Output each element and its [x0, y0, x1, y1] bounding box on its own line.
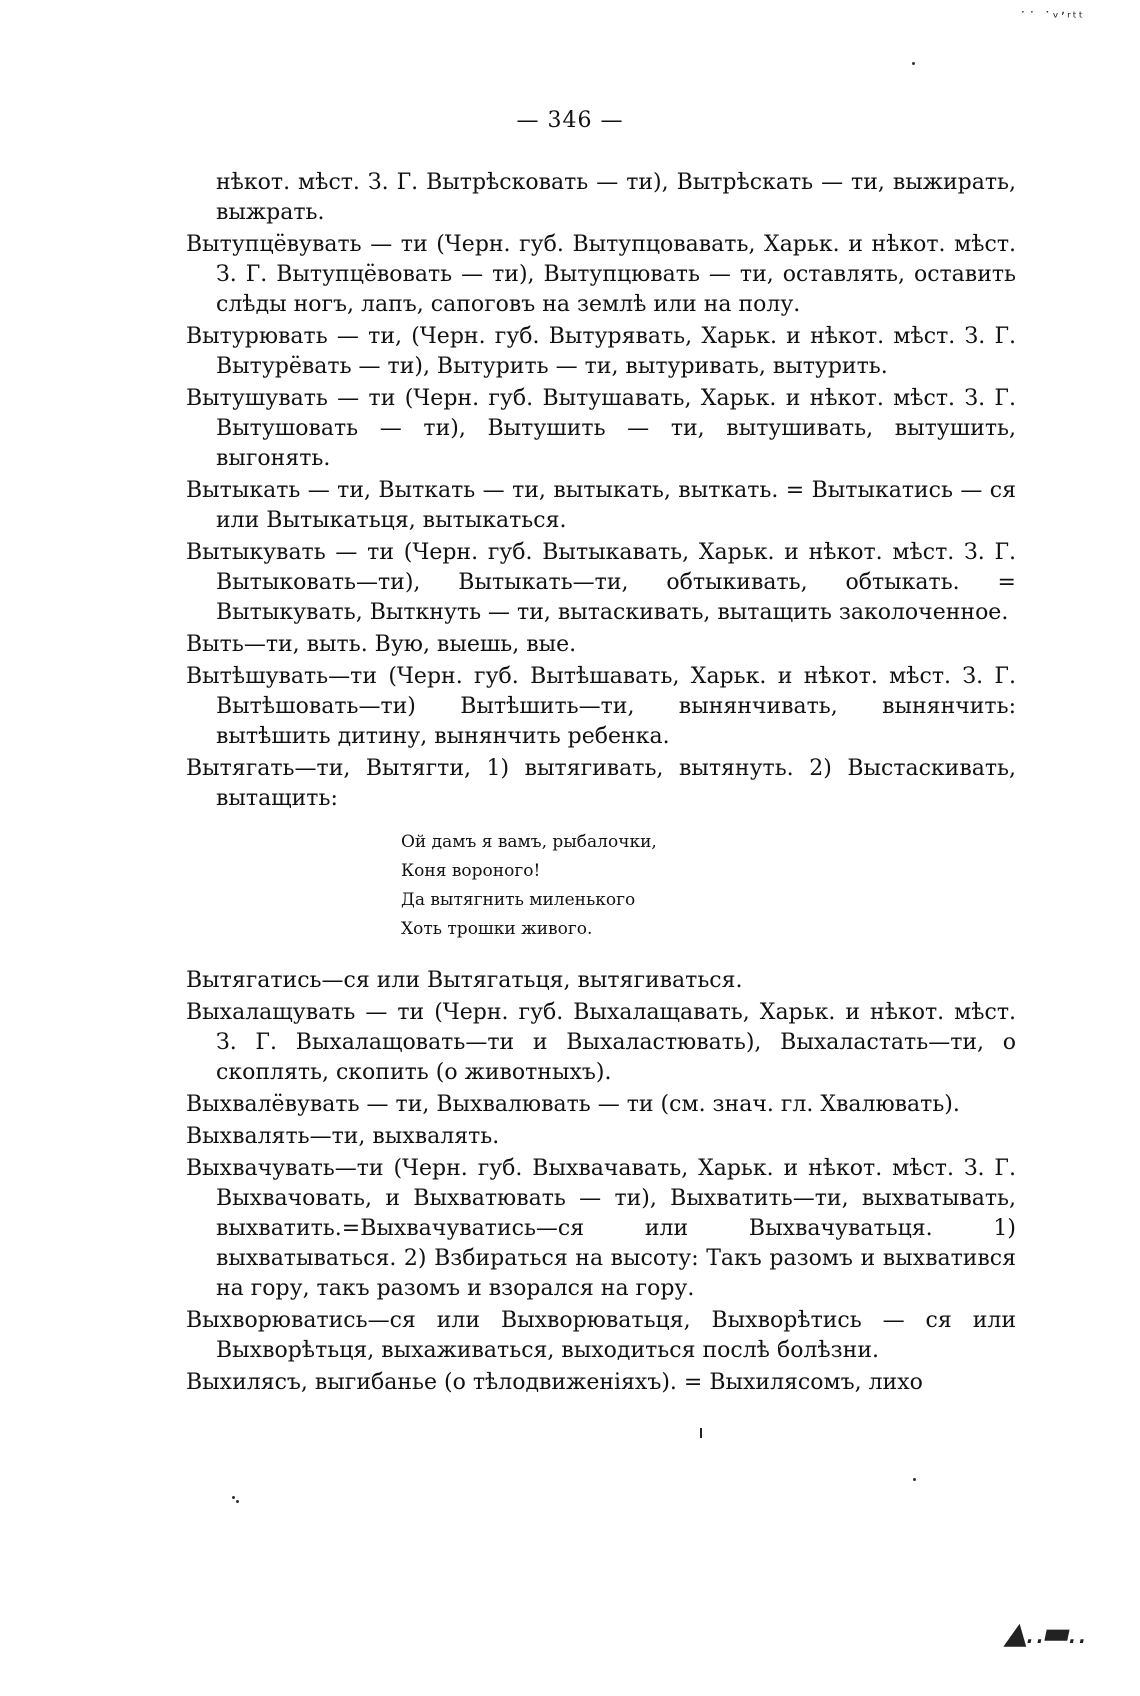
dictionary-entry: Выть—ти, выть. Вую, выешь, вые. [186, 632, 577, 657]
dictionary-entry-continuation: нѣкот. мѣст. З. Г. Вытрѣсковать — ти), Вытрѣскать — ти, выжирать, выжрать. [216, 170, 1016, 225]
dictionary-entry: Выхвалять—ти, выхвалять. [186, 1124, 500, 1149]
poem-line: Ой дамъ я вамъ, рыбалочки, [401, 832, 657, 852]
scan-stroke [700, 1428, 702, 1438]
dictionary-entry: Вытѣшувать—ти (Черн. губ. Вытѣшавать, Харьк. и нѣкот. мѣст. З. Г. Вытѣшовать—ти) Вытѣшить—ти, вынянчивать, вынянчить: вытѣшить дитину, вынянчить ребенка. [186, 664, 1016, 749]
scan-artifact-top: ˙˙ ˙ᵛʼʳᵗᵗ [1019, 10, 1085, 26]
dictionary-entry: Выхвачувать—ти (Черн. губ. Выхвачавать, Харьк. и нѣкот. мѣст. З. Г. Выхвачовать, и Выхватювать — ти), Выхватить—ти, выхватывать, выхватить.=Выхвачуватись—ся или Выхвачуватьця. 1) выхватываться. 2) Взбираться на высоту: Такъ разомъ и выхватився на гору, такъ разомъ и взорался на гору. [186, 1156, 1016, 1301]
dictionary-entry: Выхворюватись—ся или Выхворюватьця, Выхворѣтись — ся или Выхворѣтьця, выхаживаться, выходиться послѣ болѣзни. [186, 1308, 1016, 1363]
dictionary-entry: Вытурювать — ти, (Черн. губ. Вытурявать, Харьк. и нѣкот. мѣст. З. Г. Вытурёвать — ти), Вытурить — ти, вытуривать, вытурить. [186, 324, 1016, 379]
dictionary-entry: Вытягать—ти, Вытягти, 1) вытягивать, вытянуть. 2) Выстаскивать, вытащить: [186, 756, 1016, 811]
page-number: — 346 — [516, 108, 624, 133]
scan-dot [912, 62, 915, 65]
dictionary-entry: Вытупцёвувать — ти (Черн. губ. Вытупцовавать, Харьк. и нѣкот. мѣст. З. Г. Вытупцёвовать — ти), Вытупцювать — ти, оставлять, оставить слѣды ногъ, лапъ, сапоговъ на землѣ или на полу. [186, 232, 1016, 317]
dictionary-entry: Выхалащувать — ти (Черн. губ. Выхалащавать, Харьк. и нѣкот. мѣст. З. Г. Выхалащовать—ти и Выхаластювать), Выхаластать—ти, о скоплять, скопить (о животныхъ). [186, 1000, 1016, 1085]
scan-artifact-bottom: ▲‥▬‥ [1001, 1616, 1089, 1651]
scan-dot [232, 1496, 235, 1499]
dictionary-entry: Вытягатись—ся или Вытягатьця, вытягиваться. [186, 968, 743, 993]
poem-quotation [401, 828, 1016, 944]
scan-dot [913, 1478, 916, 1481]
poem-line: Коня вороного! [401, 861, 541, 881]
poem-line: Да вытягнить миленького [401, 890, 636, 910]
dictionary-entry: Вытыкувать — ти (Черн. губ. Вытыкавать, Харьк. и нѣкот. мѣст. З. Г. Вытыковать—ти), Вытыкать—ти, обтыкивать, обтыкать. = Вытыкувать, Выткнуть — ти, вытаскивать, вытащить заколоченное. [186, 540, 1016, 625]
dictionary-text [186, 168, 1016, 1400]
dictionary-entry: Вытыкать — ти, Выткать — ти, вытыкать, выткать. = Вытыкатись — ся или Вытыкатьця, вытыкаться. [186, 478, 1016, 533]
dictionary-entry: Выхвалёвувать — ти, Выхвалювать — ти (см. знач. гл. Хвалювать). [186, 1092, 960, 1117]
scan-dot [236, 1500, 239, 1503]
dictionary-entry: Вытушувать — ти (Черн. губ. Вытушавать, Харьк. и нѣкот. мѣст. З. Г. Вытушовать — ти), Вытушить — ти, вытушивать, вытушить, выгонять. [186, 386, 1016, 471]
poem-line: Хоть трошки живого. [401, 919, 593, 939]
dictionary-entry: Выхилясъ, выгибанье (о тѣлодвиженіяхъ). = Выхилясомъ, лихо [186, 1370, 923, 1395]
